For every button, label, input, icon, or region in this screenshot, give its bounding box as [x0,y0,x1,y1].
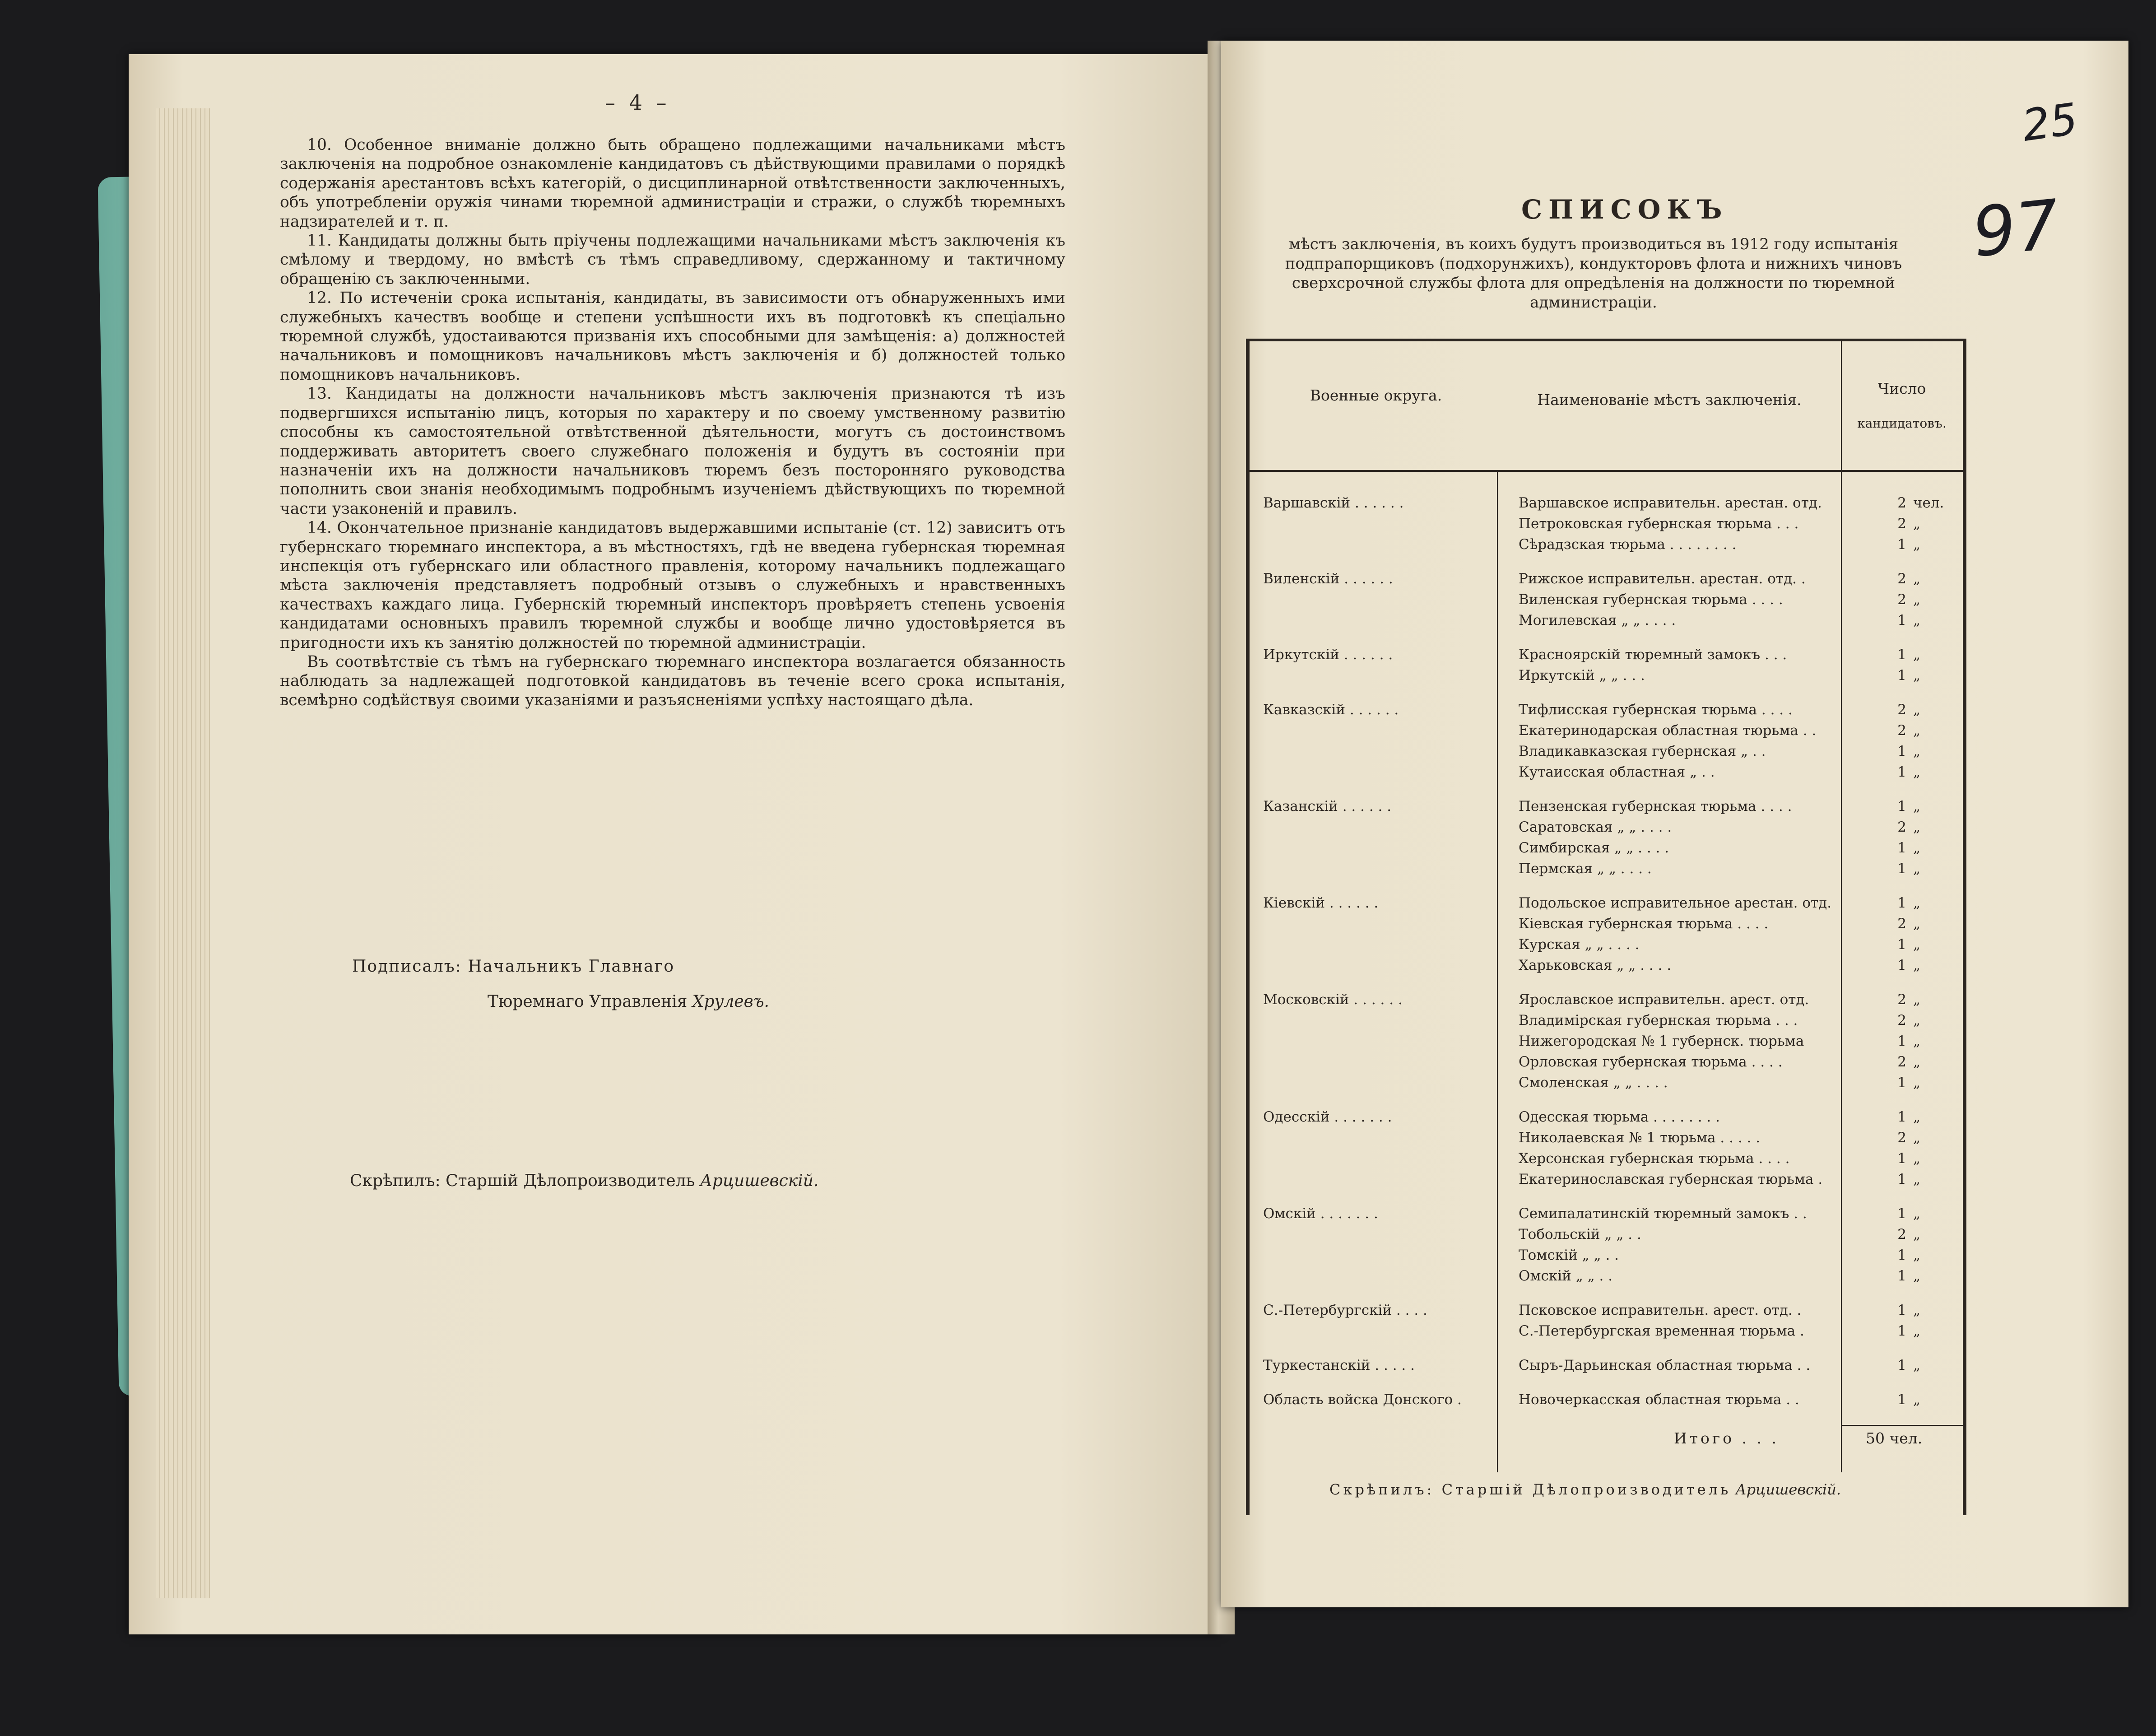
district-cell: Виленскій . . . . . . [1263,571,1393,587]
right-attestation [1329,1481,1841,1498]
count-cell: 2 [1897,1012,1906,1029]
district-cell: Омскій . . . . . . . [1263,1205,1378,1222]
total-label: Итого . . . [1674,1429,1779,1447]
count-cell: 1 [1897,936,1906,953]
unit-cell: „ [1913,819,1921,835]
signed-name: Хрулевъ. [692,992,769,1011]
district-cell: Кіевскій . . . . . . [1263,895,1379,911]
paragraph-14: 14. Окончательное признаніе кандидатовъ выдержавшими испытаніе (ст. 12) зависитъ отъ губернскаго тюремнаго инспектора, а въ мѣстностяхъ, гдѣ не введена губернская тюремная инспекція отъ губернскаго или областного правленія, которому начальникъ подлежащаго мѣста заключенія представляетъ подробный отзывъ о служебныхъ и нравственныхъ качествахъ каждаго лица. Губернскій тюремный инспекторъ провѣряетъ степень усвоенія кандидатами основныхъ правилъ тюремной службы и вообще лично удостовѣряется въ пригодности ихъ къ занятію должностей по тюремной администраціи. [280,519,1065,652]
unit-cell: „ [1913,1171,1921,1187]
place-cell: Орловская губернская тюрьма . . . . [1519,1054,1783,1070]
handwritten-page-number: 25 [2019,93,2081,151]
unit-cell: „ [1913,1012,1921,1029]
district-cell: Казанскій . . . . . . [1263,798,1392,814]
count-cell: 2 [1897,722,1906,739]
place-cell: Тобольскій „ „ . . [1519,1226,1641,1243]
count-cell: 1 [1897,536,1906,553]
total-separator [1841,1425,1963,1426]
count-cell: 1 [1897,1357,1906,1373]
list-title: СПИСОКЪ [1521,194,1729,225]
count-cell: 2 [1897,702,1906,718]
count-cell: 1 [1897,957,1906,973]
paragraph-closing: Въ соотвѣтствіе съ тѣмъ на губернскаго тюремнаго инспектора возлагается обязанность наблюдать за надлежащей подготовкой кандидатовъ въ теченіе всего срока испытанія, всемѣрно содѣйствуя своими указаніями и разъясненіями успѣху настоящаго дѣла. [280,652,1065,709]
place-cell: Тифлисская губернская тюрьма . . . . [1519,702,1793,718]
place-cell: Кіевская губернская тюрьма . . . . [1519,916,1769,932]
column-divider-2 [1841,341,1842,1472]
place-cell: Владимірская губернская тюрьма . . . [1519,1012,1798,1029]
place-cell: Смоленская „ „ . . . . [1519,1075,1668,1091]
place-cell: Омскій „ „ . . [1519,1268,1613,1284]
place-cell: Подольское исправительное арестан. отд. [1519,895,1832,911]
place-cell: Харьковская „ „ . . . . [1519,957,1672,973]
place-cell: Симбирская „ „ . . . . [1519,840,1669,856]
header-count-1: Число [1877,380,1926,397]
unit-cell: „ [1913,936,1921,953]
count-cell: 1 [1897,1171,1906,1187]
list-subtitle: мѣстъ заключенія, въ коихъ будутъ производиться въ 1912 году испытанія подпрапорщиковъ (подхорунжихъ), кондукторовъ флота и нижнихъ чиновъ сверхсрочной службы флота для опредѣленія на должности по тюремной администраціи. [1285,235,1902,312]
unit-cell: „ [1913,571,1921,587]
unit-cell: „ [1913,957,1921,973]
count-cell: 1 [1897,667,1906,684]
place-cell: Пензенская губернская тюрьма . . . . [1519,798,1792,814]
district-cell: С.-Петербургскій . . . . [1263,1302,1427,1318]
district-cell: Одесскій . . . . . . . [1263,1109,1392,1125]
page-edges [156,108,210,1598]
unit-cell: „ [1913,1205,1921,1222]
right-attested-label: Скрѣпилъ: Старшій Дѣлопроизводитель [1329,1481,1731,1498]
paragraph-13: 13. Кандидаты на должности начальниковъ мѣстъ заключенія признаются тѣ изъ подвергшихся испытанію лицъ, которыя по характеру и по своему умственному развитію способны къ самостоятельной отвѣтственной дѣятельности, могутъ съ достоинствомъ поддерживать авторитетъ своего служебнаго положенія и будутъ въ состояніи при назначеніи ихъ на должности начальниковъ тюремъ безъ посторонняго руководства пополнить свои знанія необходимымъ подробнымъ изученіемъ дѣйствующихъ по тюремной части узаконеній и правилъ. [280,385,1065,518]
place-cell: Сѣрадзская тюрьма . . . . . . . . [1519,536,1737,553]
unit-cell: „ [1913,1268,1921,1284]
place-cell: Виленская губернская тюрьма . . . . [1519,591,1783,608]
place-cell: Варшавское исправительн. арестан. отд. [1519,495,1822,511]
unit-cell: „ [1913,722,1921,739]
count-cell: 1 [1897,1302,1906,1318]
count-cell: 2 [1897,1226,1906,1243]
unit-cell: „ [1913,916,1921,932]
count-cell: 1 [1897,1323,1906,1339]
left-page-body [280,135,1065,710]
unit-cell: „ [1913,1054,1921,1070]
count-cell: 2 [1897,591,1906,608]
unit-cell: „ [1913,1247,1921,1263]
place-cell: Екатеринославская губернская тюрьма . [1519,1171,1823,1187]
place-cell: Томскій „ „ . . [1519,1247,1619,1263]
district-cell: Туркестанскій . . . . . [1263,1357,1415,1373]
count-cell: 1 [1897,861,1906,877]
column-divider-1 [1497,470,1498,1472]
unit-cell: „ [1913,1357,1921,1373]
count-cell: 1 [1897,1205,1906,1222]
count-cell: 1 [1897,840,1906,856]
count-cell: 2 [1897,1054,1906,1070]
signed-role-line [488,992,769,1011]
place-cell: Херсонская губернская тюрьма . . . . [1519,1150,1790,1167]
page-number: – 4 – [605,90,670,115]
district-cell: Московскій . . . . . . [1263,991,1403,1008]
places-table [1246,339,1966,1515]
unit-cell: „ [1913,1323,1921,1339]
header-count-2: кандидатовъ. [1857,416,1947,431]
count-cell: 1 [1897,764,1906,780]
place-cell: Екатеринодарская областная тюрьма . . [1519,722,1817,739]
count-cell: 1 [1897,647,1906,663]
unit-cell: „ [1913,612,1921,628]
unit-cell: „ [1913,536,1921,553]
unit-cell: „ [1913,647,1921,663]
left-attested-label: Скрѣпилъ: Старшій Дѣлопроизводитель [350,1172,695,1190]
district-cell: Варшавскій . . . . . . [1263,495,1404,511]
left-attestation [350,1172,818,1190]
count-cell: 1 [1897,895,1906,911]
unit-cell: „ [1913,1226,1921,1243]
header-place: Наименованіе мѣстъ заключенія. [1537,391,1802,409]
unit-cell: „ [1913,1150,1921,1167]
unit-cell: чел. [1913,495,1944,511]
place-cell: Сыръ-Дарьинская областная тюрьма . . [1519,1357,1811,1373]
place-cell: Нижегородская № 1 губернск. тюрьма [1519,1033,1804,1049]
place-cell: Владикавказская губернская „ . . [1519,743,1766,759]
unit-cell: „ [1913,991,1921,1008]
place-cell: Петроковская губернская тюрьма . . . [1519,516,1799,532]
count-cell: 2 [1897,495,1906,511]
count-cell: 1 [1897,1268,1906,1284]
header-district: Военные округа. [1310,386,1442,404]
unit-cell: „ [1913,840,1921,856]
paragraph-10: 10. Особенное вниманіе должно быть обращено подлежащими начальниками мѣстъ заключенія на подробное ознакомленіе кандидатовъ съ дѣйствующими правилами о порядкѣ содержанія арестантовъ всѣхъ категорій, о дисциплинарной отвѣтственности заключенныхъ, объ употребленіи оружія чинами тюремной администраціи и стражи, о службѣ тюремныхъ надзирателей и т. п. [280,136,1065,231]
unit-cell: „ [1913,764,1921,780]
count-cell: 1 [1897,1033,1906,1049]
table-header [1250,341,1963,472]
count-cell: 2 [1897,916,1906,932]
district-cell: Кавказскій . . . . . . [1263,702,1399,718]
count-cell: 1 [1897,1109,1906,1125]
count-cell: 1 [1897,743,1906,759]
unit-cell: „ [1913,743,1921,759]
signed-role: Тюремнаго Управленія [488,992,688,1011]
district-cell: Иркутскій . . . . . . [1263,647,1393,663]
unit-cell: „ [1913,591,1921,608]
count-cell: 2 [1897,819,1906,835]
place-cell: Красноярскій тюремный замокъ . . . [1519,647,1787,663]
count-cell: 2 [1897,991,1906,1008]
place-cell: Новочеркасская областная тюрьма . . [1519,1392,1799,1408]
unit-cell: „ [1913,1130,1921,1146]
unit-cell: „ [1913,1109,1921,1125]
left-attested-name: Арцишевскій. [700,1172,819,1190]
paragraph-11: 11. Кандидаты должны быть пріучены подлежащими начальниками мѣстъ заключенія къ смѣлому и твердому, но вмѣстѣ съ тѣмъ справедливому, сдержанному и тактичному обращенію съ заключенными. [280,232,1065,288]
place-cell: Рижское исправительн. арестан. отд. . [1519,571,1806,587]
place-cell: Кутаисская областная „ . . [1519,764,1715,780]
unit-cell: „ [1913,1392,1921,1408]
count-cell: 1 [1897,612,1906,628]
place-cell: С.-Петербургская временная тюрьма . [1519,1323,1804,1339]
unit-cell: „ [1913,798,1921,814]
unit-cell: „ [1913,1033,1921,1049]
place-cell: Курская „ „ . . . . [1519,936,1640,953]
unit-cell: „ [1913,702,1921,718]
paragraph-12: 12. По истеченіи срока испытанія, кандидаты, въ зависимости отъ обнаруженныхъ ими служебныхъ качествъ вообще и степени успѣшности ихъ въ подготовкѣ къ спеціально тюремной службѣ, удостаиваются призванія ихъ способными для замѣщенія: а) должностей начальниковъ и помощниковъ начальниковъ мѣстъ заключенія и б) должностей только помощниковъ начальниковъ. [280,289,1065,384]
count-cell: 1 [1897,1075,1906,1091]
unit-cell: „ [1913,667,1921,684]
place-cell: Семипалатинскій тюремный замокъ . . [1519,1205,1807,1222]
count-cell: 1 [1897,798,1906,814]
count-cell: 1 [1897,1247,1906,1263]
count-cell: 2 [1897,1130,1906,1146]
signed-label: Подписалъ: Начальникъ Главнаго [352,957,675,976]
total-value: 50 чел. [1866,1429,1923,1447]
count-cell: 1 [1897,1392,1906,1408]
right-attested-name: Арцишевскій. [1735,1481,1841,1498]
unit-cell: „ [1913,516,1921,532]
place-cell: Псковское исправительн. арест. отд. . [1519,1302,1802,1318]
place-cell: Одесская тюрьма . . . . . . . . [1519,1109,1720,1125]
place-cell: Николаевская № 1 тюрьма . . . . . [1519,1130,1761,1146]
place-cell: Могилевская „ „ . . . . [1519,612,1676,628]
unit-cell: „ [1913,1075,1921,1091]
handwritten-mark: 97 [1969,185,2063,273]
unit-cell: „ [1913,861,1921,877]
unit-cell: „ [1913,1302,1921,1318]
unit-cell: „ [1913,895,1921,911]
count-cell: 1 [1897,1150,1906,1167]
count-cell: 2 [1897,516,1906,532]
place-cell: Саратовская „ „ . . . . [1519,819,1672,835]
place-cell: Пермская „ „ . . . . [1519,861,1652,877]
place-cell: Иркутскій „ „ . . . [1519,667,1645,684]
district-cell: Область войска Донского . [1263,1392,1462,1408]
place-cell: Ярославское исправительн. арест. отд. [1519,991,1809,1008]
count-cell: 2 [1897,571,1906,587]
